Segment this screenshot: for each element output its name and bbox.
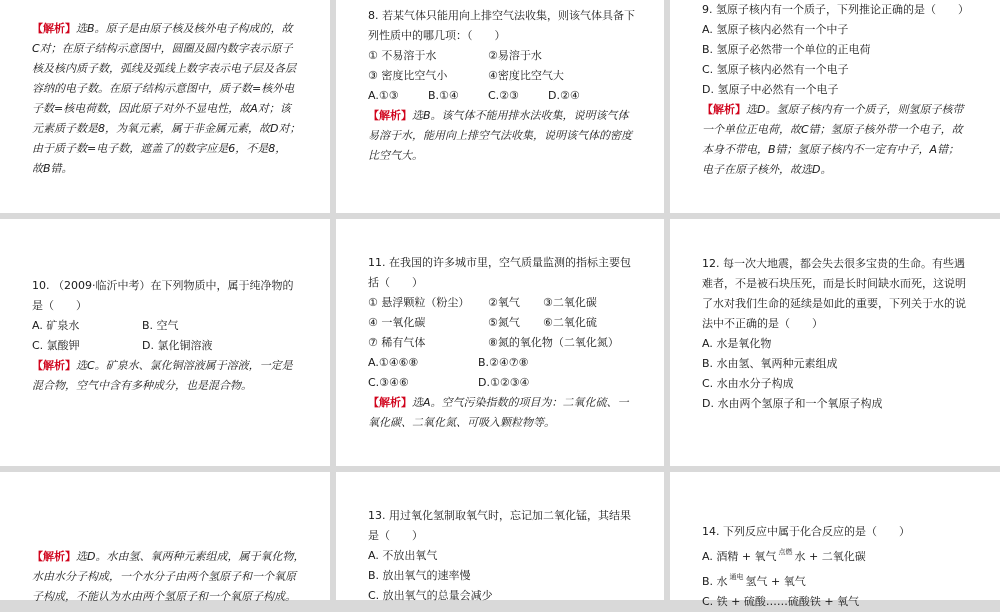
option-b: B. 水 $^{通电}$ 氢气 + 氧气: [702, 573, 806, 588]
card-question-12: 12. 每一次大地震，都会失去很多宝贵的生命。有些遇 难者，不是被石块压死，而是长时间缺水而死，这说明 了水对我们生命的延续是如此的重要，下列关于水的说 法中不正确的是（ ） A. 水是氧化物 B. 水由氢、氧两种元素组成 C. 水由水分子构成 D. 水由两个氢原子和一个氧原子构成: [670, 219, 1000, 466]
card-question-10: 10. （2009·临沂中考）在下列物质中，属于纯净物的 是（ ） A. 矿泉水 B. 空气 C. 氯酸钾 D. 氯化铜溶液 【解析】选C。矿泉水、氯化铜溶液属于溶液，一定是 混合物，空气中含有多种成分，也是混合物。: [0, 219, 330, 466]
question-text: 11. 在我国的许多城市里，空气质量监测的指标主要包: [368, 256, 631, 269]
answer-options: A.①③ B.①④ C.②③ D.②④: [368, 89, 580, 102]
answer-options: A.①④⑥⑧ B.②④⑦⑧: [368, 356, 529, 369]
analysis-tag: 【解析】: [702, 103, 746, 116]
question-text: 10. （2009·临沂中考）在下列物质中，属于纯净物的: [32, 279, 294, 292]
question-text: 8. 若某气体只能用向上排空气法收集，则该气体具备下: [368, 9, 635, 22]
card-question-13: 13. 用过氧化氢制取氧气时，忘记加二氧化锰，其结果 是（ ） A. 不放出氧气 B. 放出氧气的速率慢 C. 放出氧气的总量会减少: [336, 472, 664, 600]
card-analysis-12: 【解析】选D。水由氢、氧两种元素组成，属于氧化物， 水由水分子构成，一个水分子由两个氢原子和一个氧原 子构成，不能认为水由两个氢原子和一个氧原子构成。: [0, 472, 330, 600]
analysis-tag: 【解析】: [32, 22, 76, 35]
question-text: 9. 氢原子核内有一个质子，下列推论正确的是（ ）: [702, 3, 969, 16]
card-question-9: 9. 氢原子核内有一个质子，下列推论正确的是（ ） A. 氢原子核内必然有一个中子 B. 氢原子必然带一个单位的正电荷 C. 氢原子核内必然有一个电子 D. 氢原子中必然有一个电子 【解析】选D。氢原子核内有一个质子，则氢原子核带 一个单位正电荷，故C错；氢原子核外带一个电子，故 本身不带电，B错；氢原子核内不一定有中子，A错； 电子在原子核外，故选D。: [670, 0, 1000, 213]
card-question-11: 11. 在我国的许多城市里，空气质量监测的指标主要包 括（ ） ① 悬浮颗粒（粉尘） ②氧气 ③二氧化碳 ④ 一氧化碳 ⑤氮气 ⑥二氧化硫 ⑦ 稀有气体 ⑧氮的氧化物（二氧化氮） A.①④⑥⑧ B.②④⑦⑧ C.③④⑥ D.①②③④ 【解析】选A。空气污染指数的项目为：二氧化硫、一 氧化碳、二氧化氮、可吸入颗粒物等。: [336, 219, 664, 466]
question-text: 13. 用过氧化氢制取氧气时，忘记加二氧化锰，其结果: [368, 509, 631, 522]
card-question-8: 8. 若某气体只能用向上排空气法收集，则该气体具备下 列性质中的哪几项：（ ） ① 不易溶于水 ②易溶于水 ③ 密度比空气小 ④密度比空气大 A.①③ B.①④ C.②③ D.②④ 【解析】选B。该气体不能用排水法收集，说明该气体 易溶于水，能用向上排空气法收集，说明该气体的密度 比空气大。: [336, 0, 664, 213]
analysis-tag: 【解析】: [32, 359, 76, 372]
analysis-tag: 【解析】: [32, 550, 76, 563]
analysis-tag: 【解析】: [368, 109, 412, 122]
question-text: 12. 每一次大地震，都会失去很多宝贵的生命。有些遇: [702, 257, 965, 270]
analysis-tag: 【解析】: [368, 396, 412, 409]
reaction-condition: 点燃: [778, 548, 793, 556]
option-a: A. 酒精 + 氧气 $^{点燃}$ 水 + 二氧化碳: [702, 548, 866, 563]
question-text: 14. 下列反应中属于化合反应的是（ ）: [702, 525, 910, 538]
reaction-condition: 通电: [729, 573, 744, 581]
card-analysis-q7: 【解析】选B。原子是由原子核及核外电子构成的，故 C对；在原子结构示意图中，圆圈及圆内数字表示原子 核及核内质子数，弧线及弧线上数字表示电子层及各层 容纳的电子数。在原子结构示意图中，质子数=核外电 子数=核电荷数，因此原子对外不显电性，故A对；该 元素质子数是8，为氧元素，属于非金属元素，故D对； 由于质子数=电子数，遮盖了的数字应是6，不是8， 故B错。: [0, 0, 330, 213]
option-c: C. 铁 + 硫酸……硫酸铁 + 氧气: [702, 595, 860, 608]
card-question-14: [670, 472, 1000, 608]
